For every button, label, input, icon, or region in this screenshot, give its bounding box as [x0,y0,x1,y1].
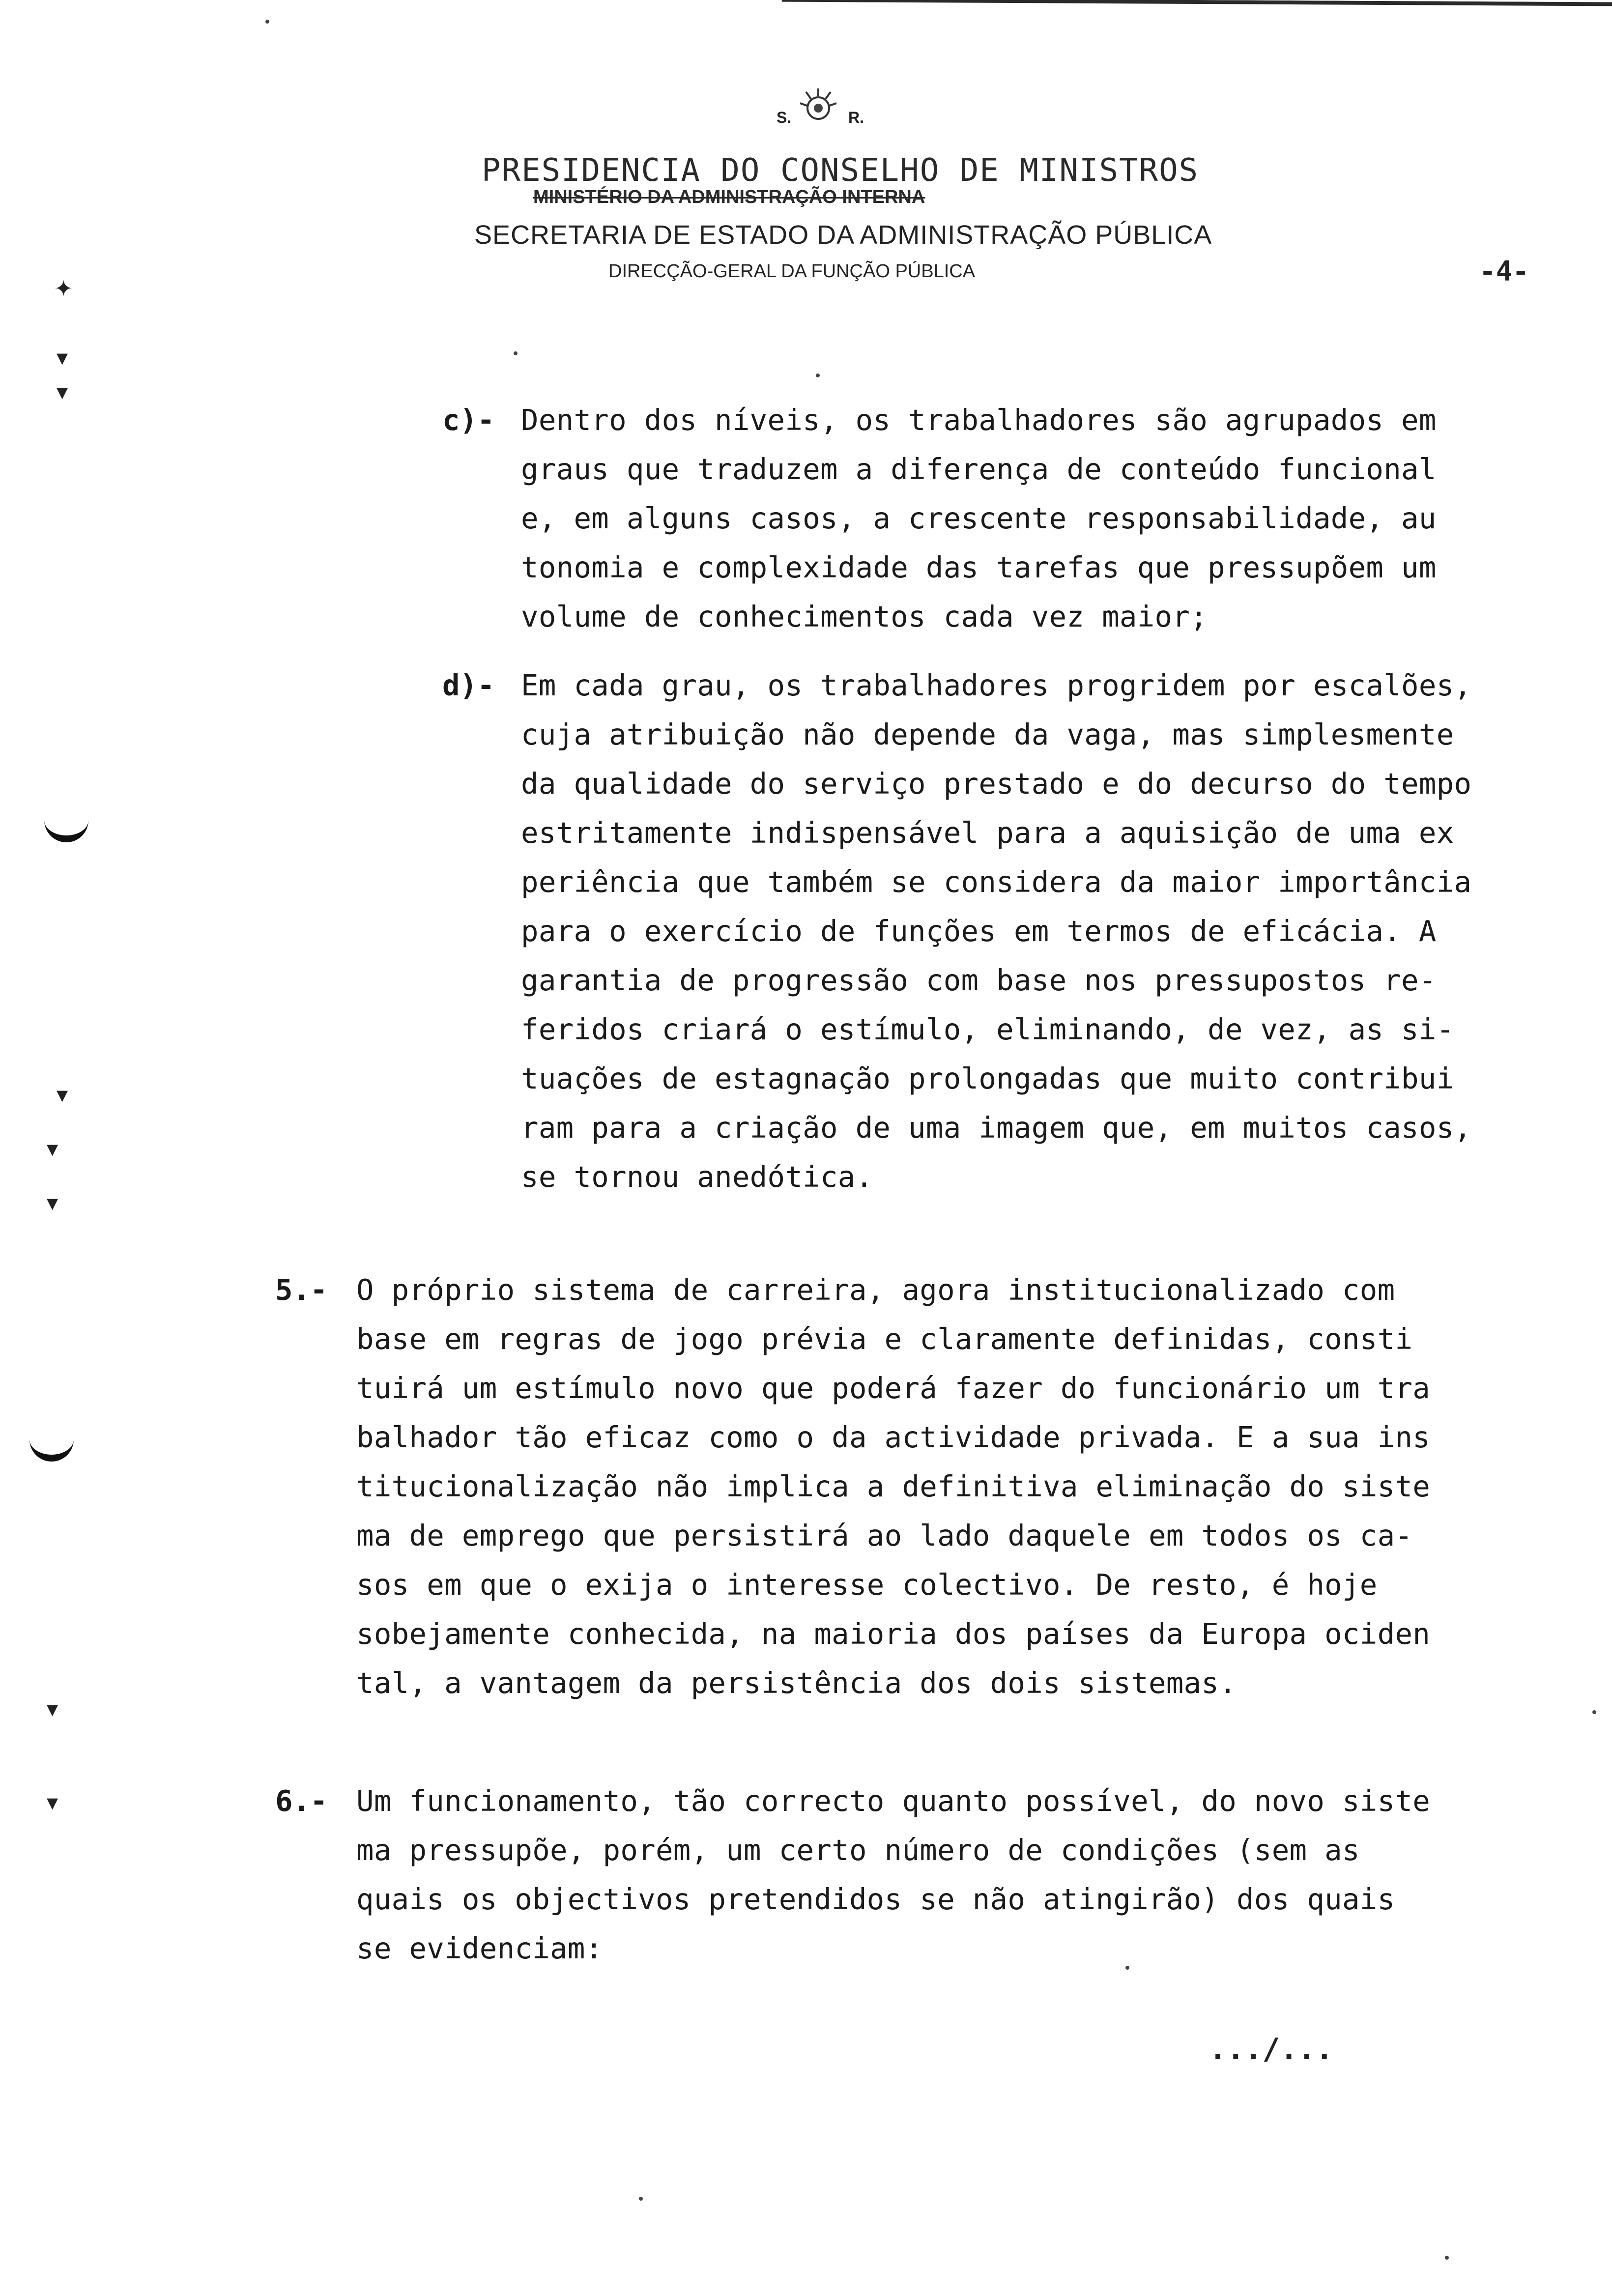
text-line: cuja atribuição não depende da vaga, mas simplesmente [521,718,1454,751]
text-line: estritamente indispensável para a aquisição de uma ex [521,816,1454,850]
margin-mark: ▾ [47,1189,58,1216]
text-line: Um funcionamento, tão correcto quanto possível, do novo siste [356,1784,1431,1818]
emblem [777,86,864,126]
margin-mark: ▾ [47,1135,58,1162]
margin-mark: ▾ [57,1081,68,1108]
text-line: tuações de estagnação prolongadas que muito contribui [521,1062,1454,1095]
margin-mark: ✦ [54,275,73,302]
text-line: ma de emprego que persistirá ao lado daquele em todos os ca- [356,1519,1413,1552]
directorate-title: DIRECÇÃO-GERAL DA FUNÇÃO PÚBLICA [608,261,976,282]
text-line: se tornou anedótica. [521,1160,873,1194]
scan-edge-line [781,0,1612,15]
scan-speck [816,373,820,377]
text-line: Em cada grau, os trabalhadores progridem por escalões, [521,668,1472,702]
text-line: sos em que o exija o interesse colectivo. De resto, é hoje [356,1568,1378,1602]
text-line: sobejamente conhecida, na maioria dos países da Europa ociden [356,1617,1431,1651]
scan-speck [514,351,518,355]
text-line: feridos criará o estímulo, eliminando, de vez, as si- [521,1012,1454,1046]
presidency-title: PRESIDENCIA DO CONSELHO DE MINISTROS [482,152,1199,189]
text-line: tonomia e complexidade das tarefas que pressupõem um [521,550,1437,584]
item-label: c)- [442,403,495,437]
item-label: d)- [442,668,495,702]
text-line: titucionalização não implica a definitiva eliminação do siste [356,1469,1431,1503]
page-number: -4- [1479,256,1529,287]
text-line: tuirá um estímulo novo que poderá fazer do funcionário um tra [356,1371,1431,1405]
scan-speck [639,2197,643,2201]
text-line: O próprio sistema de carreira, agora institucionalizado com [356,1273,1395,1307]
scan-speck [265,20,269,24]
margin-mark: ▾ [47,1695,58,1722]
text-line: da qualidade do serviço prestado e do decurso do tempo [521,767,1472,801]
text-line: volume de conhecimentos cada vez maior; [521,600,1208,633]
text-line: se evidenciam: [356,1931,603,1965]
scan-speck [1445,2256,1449,2260]
text-line: ram para a criação de uma imagem que, em muitos casos, [521,1111,1472,1145]
scan-speck [1592,1710,1596,1714]
text-line: quais os objectivos pretendidos se não atingirão) dos quais [356,1882,1395,1916]
emblem-left-letter: S. [777,109,792,126]
margin-mark: ▾ [47,1789,58,1815]
punch-hole-mark [44,806,88,842]
text-line: e, em alguns casos, a crescente responsabilidade, au [521,501,1437,535]
secretariat-title: SECRETARIA DE ESTADO DA ADMINISTRAÇÃO PÚBLICA [474,220,1212,250]
emblem-right-letter: R. [848,109,864,126]
continuation-mark: .../... [1209,2032,1333,2066]
scan-speck [1125,1966,1129,1970]
item-label: 6.- [275,1784,328,1818]
text-line: periência que também se considera da maior importância [521,865,1472,899]
text-line: balhador tão eficaz como o da actividade privada. E a sua ins [356,1420,1431,1454]
item-label: 5.- [275,1273,328,1307]
text-line: Dentro dos níveis, os trabalhadores são agrupados em [521,403,1437,437]
text-line: graus que traduzem a diferença de conteúdo funcional [521,452,1437,486]
text-line: garantia de progressão com base nos pressupostos re- [521,963,1437,997]
margin-mark: ▾ [57,344,68,371]
text-line: base em regras de jogo prévia e claramente definidas, consti [356,1322,1413,1356]
text-line: para o exercício de funções em termos de eficácia. A [521,914,1437,948]
text-line: ma pressupõe, porém, um certo número de condições (sem as [356,1833,1360,1867]
text-line: tal, a vantagem da persistência dos dois sistemas. [356,1666,1237,1700]
crest-icon [796,86,840,125]
punch-hole-mark [29,1425,74,1462]
margin-mark: ▾ [57,378,68,405]
ministry-title: MINISTÉRIO DA ADMINISTRAÇÃO INTERNA [533,187,925,207]
